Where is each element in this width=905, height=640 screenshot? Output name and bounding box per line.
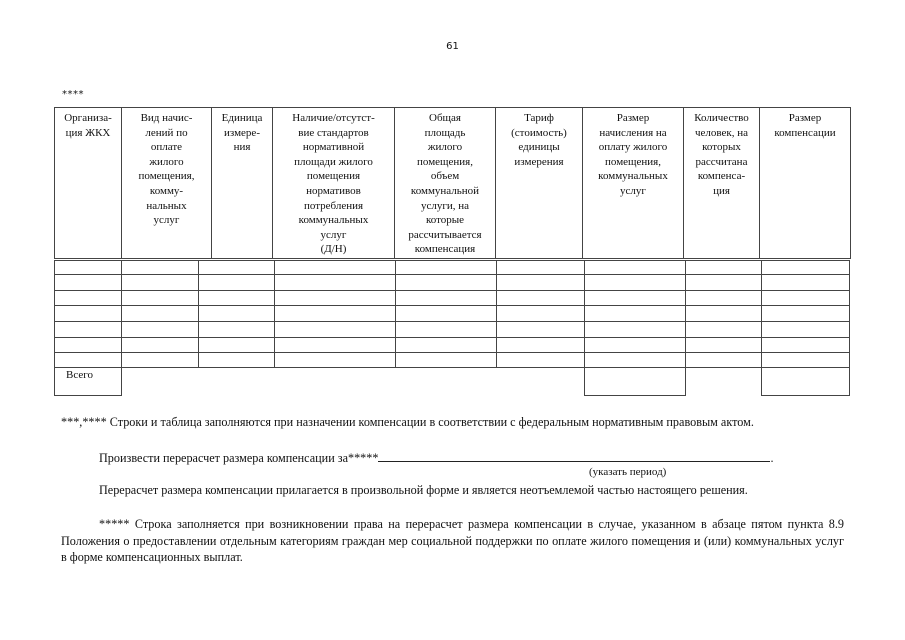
note-table-rows: ***,**** Строки и таблица заполняются при назначении компенсации в соответствии с федеральным нормативным правовым актом. <box>61 415 754 429</box>
row-line <box>54 305 850 306</box>
total-cell-bottom <box>584 395 685 396</box>
col-line <box>685 260 686 396</box>
col-line <box>54 260 55 396</box>
row-line <box>54 367 850 368</box>
header-text: Единица измере- ния <box>221 112 263 154</box>
header-text: Размер компенсации <box>774 112 836 139</box>
recalc-attachment-note: Перерасчет размера компенсации прилагается в произвольной форме и является неотъемлемой частью настоящего решения. <box>99 483 748 497</box>
recalc-prefix: Произвести перерасчет размера компенсации за***** <box>99 451 379 465</box>
section-marker: **** <box>62 89 84 100</box>
col-line <box>274 260 275 368</box>
col-line <box>761 260 762 396</box>
note-recalc-row: ***** Строка заполняется при возникновении права на перерасчет размера компенсации в случае, указанном в абзаце пятом пункта 8.9 Положения о предоставлении отдельным категориям граждан мер социальной поддержки по оплате жилого помещения и (или) коммунальных услуг в форме компенсационных выплат. <box>61 517 844 564</box>
col-line <box>849 260 850 396</box>
header-text: Наличие/отсутст- вие стандартов нормативной площади жилого помещения нормативов потребления коммунальных услуг (Д/Н) <box>292 112 375 256</box>
header-text: Вид начис- лений по оплате жилого помещения, комму- нальных услуг <box>138 112 195 227</box>
header-text: Тариф (стоимость) единицы измерения <box>511 112 567 168</box>
row-line <box>54 337 850 338</box>
col-line <box>395 260 396 368</box>
page-number: 61 <box>446 41 459 52</box>
total-row-label: Всего <box>66 369 93 381</box>
period-input-line[interactable] <box>378 450 770 462</box>
row-line <box>54 274 850 275</box>
recalc-line <box>61 450 844 467</box>
row-line <box>54 290 850 291</box>
header-text: Количество человек, на которых рассчитана компенса- ция <box>694 112 749 197</box>
row-line <box>54 321 850 322</box>
col-line <box>584 260 585 396</box>
header-text: Размер начисления на оплату жилого помещения, коммунальных услуг <box>598 112 668 197</box>
period-hint: (указать период) <box>589 466 667 478</box>
header-text: Организа- ция ЖКХ <box>64 112 112 139</box>
row-line <box>54 352 850 353</box>
row-line <box>54 260 850 261</box>
col-line <box>198 260 199 368</box>
header-text: Общая площадь жилого помещения, объем коммунальной услуги, на которые рассчитывается компенсация <box>408 112 482 256</box>
total-cell-bottom <box>54 395 121 396</box>
recalc-suffix: . <box>770 451 774 465</box>
total-cell-bottom <box>761 395 850 396</box>
col-line <box>121 260 122 396</box>
col-line <box>496 260 497 368</box>
